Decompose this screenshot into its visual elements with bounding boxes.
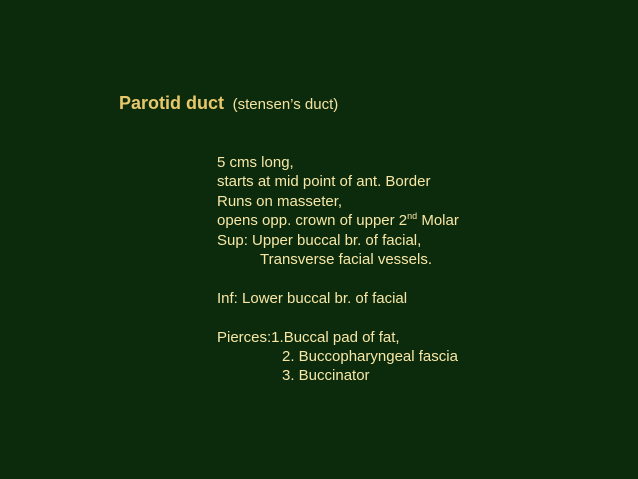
text-line-pierces: Pierces:1.Buccal pad of fat, (217, 328, 400, 346)
slide-subtitle (228, 96, 338, 113)
text-line-pierces-3: 3. Buccinator (282, 367, 370, 385)
text-line-length: 5 cms long, (217, 154, 294, 171)
text-line-origin: starts at mid point of ant. Border (217, 173, 431, 191)
title-row (119, 93, 338, 114)
text-line-pierces-2: 2. Buccopharyngeal fascia (282, 347, 458, 365)
opening-text: opens opp. crown of upper 2 (217, 212, 408, 230)
text-line-opening (217, 211, 459, 230)
text-line-course: Runs on masseter, (217, 192, 343, 210)
text-line-inferior: Inf: Lower buccal br. of facial (217, 289, 408, 307)
text-line-superior-cont: Transverse facial vessels. (260, 250, 433, 268)
bullet-body (217, 153, 459, 386)
opening-text-end: Molar (417, 212, 459, 230)
spacer (217, 269, 459, 288)
ordinal-superscript: nd (407, 211, 418, 222)
subtitle-text: (stensen’s duct) (232, 96, 339, 113)
text-line-superior: Sup: Upper buccal br. of facial, (217, 231, 422, 249)
slide-title: Parotid duct (119, 93, 225, 113)
spacer (217, 308, 459, 327)
